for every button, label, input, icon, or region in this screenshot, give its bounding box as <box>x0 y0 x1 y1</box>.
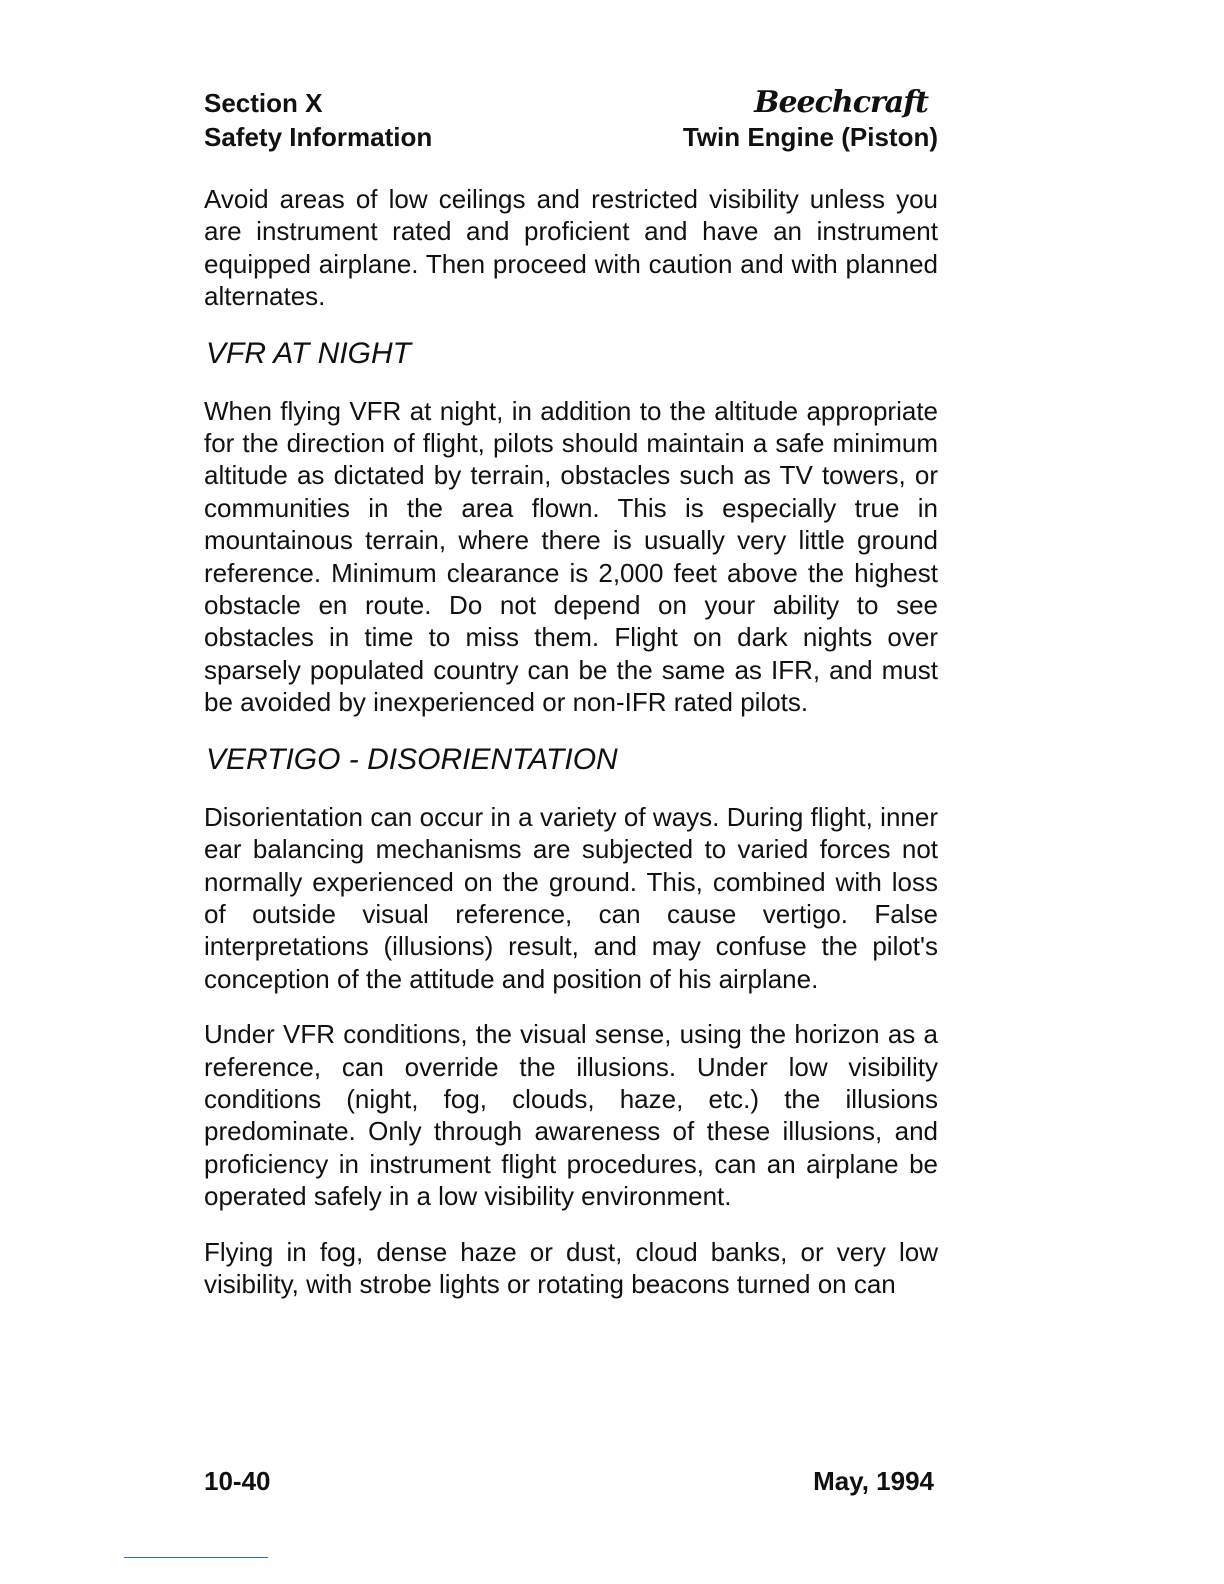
vertigo-paragraph: Disorientation can occur in a variety of ways. During flight, inner ear balancing mechanisms are subjected to varied forces not normally experienced on the ground. This, combined with loss of outside visual reference, can cause vertigo. False interpretations (illusions) result, and may confuse the pilot's conception of the attitude and position of his airplane. <box>204 801 938 994</box>
vfr-at-night-paragraph: When flying VFR at night, in addition to the altitude appropriate for the direction of flight, pilots should maintain a safe minimum altitude as dictated by terrain, obstacles such as TV towers, or communities in the area flown. This is especially true in mountainous terrain, where there is usually very little ground reference. Minimum clearance is 2,000 feet above the highest obstacle en route. Do not depend on your ability to see obstacles in time to miss them. Flight on dark nights over sparsely populated country can be the same as IFR, and must be avoided by inexperienced or non-IFR rated pilots. <box>204 395 938 718</box>
vfr-at-night-heading: VFR AT NIGHT <box>206 336 411 370</box>
vertigo-heading: VERTIGO - DISORIENTATION <box>206 742 618 776</box>
page-footer <box>204 1464 938 1498</box>
section-label: Section X <box>204 88 323 118</box>
model-label: Twin Engine (Piston) <box>682 122 938 152</box>
scan-edge-line <box>124 1557 268 1558</box>
section-title: Safety Information <box>204 122 433 152</box>
section-block <box>204 86 432 154</box>
vertigo-paragraph: Under VFR conditions, the visual sense, using the horizon as a reference, can override the illusions. Under low visibility conditions (night, fog, clouds, haze, etc.) the illusions predominate. Only through awareness of these illusions, and proficiency in instrument flight procedures, can an airplane be operated safely in a low visibility environment. <box>204 1019 938 1212</box>
page-header <box>204 86 938 166</box>
page-body <box>204 183 938 1323</box>
revision-date: May, 1994 <box>813 1466 934 1496</box>
brand-logo: Beechcraft <box>754 85 928 120</box>
brand-block <box>683 86 938 154</box>
vertigo-paragraph: Flying in fog, dense haze or dust, cloud banks, or very low visibility, with strobe lights or rotating beacons turned on can <box>204 1236 938 1299</box>
page-number: 10-40 <box>204 1466 271 1496</box>
intro-paragraph: Avoid areas of low ceilings and restricted visibility unless you are instrument rated and proficient and have an instrument equipped airplane. Then proceed with caution and with planned alternates. <box>204 184 938 312</box>
